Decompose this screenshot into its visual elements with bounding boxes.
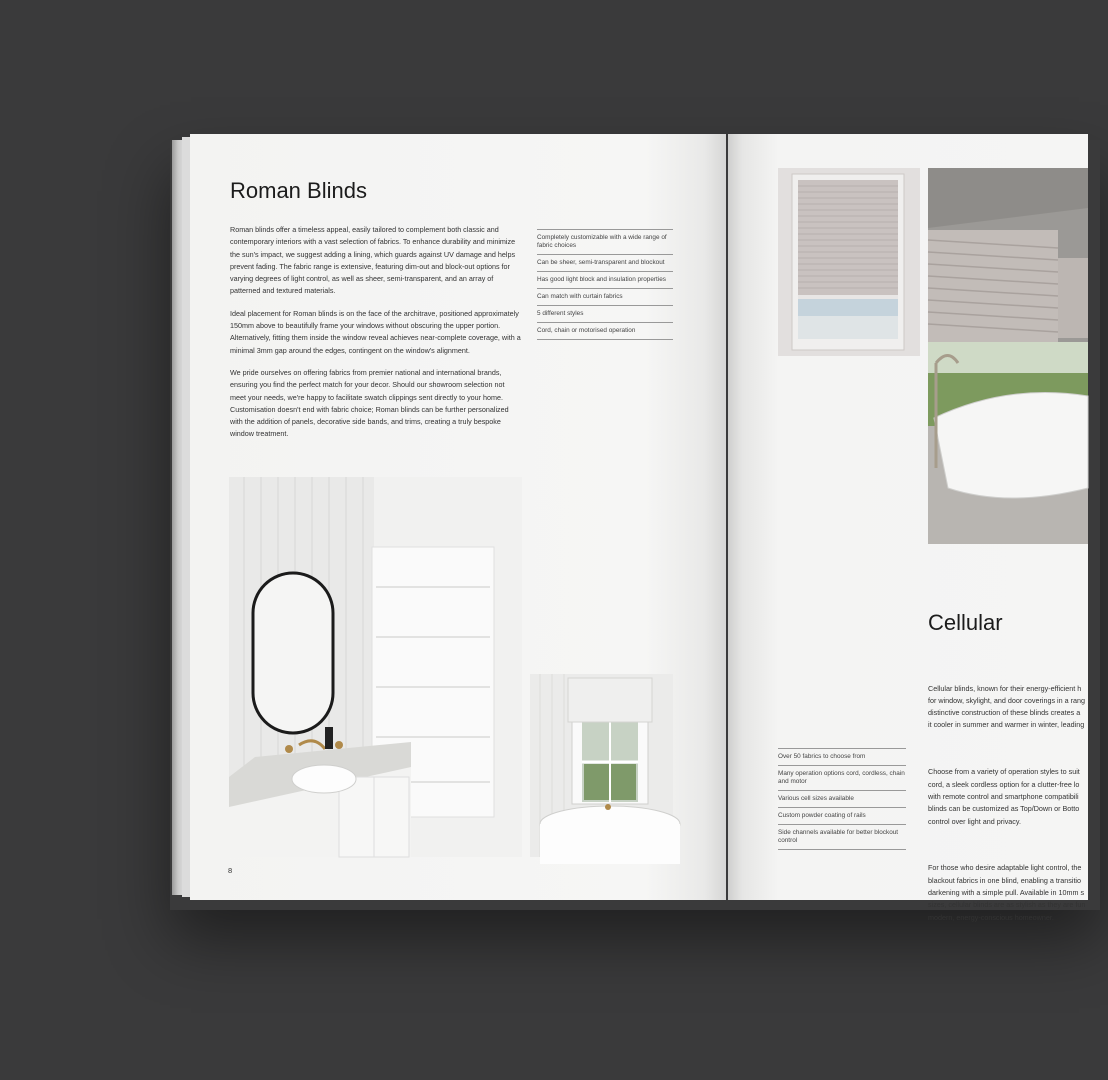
paragraph: Choose from a variety of operation styles to suit cord, a sleek cordless option for a clutter-free lo with remote control and smartphone compatibili blinds can be customized as Top/Down or Botto control over light and privacy. (928, 767, 1080, 826)
paragraph: For those who desire adaptable light control, the blackout fabrics in one blind, enabling a transitio darkening with a simple pull. Available in 10mm s sizes, cellular blinds are as stylish as they are fun modern, energy-conscious homeowner. (928, 863, 1086, 922)
feature-item: Many operation options cord, cordless, chain and motor (778, 765, 906, 790)
page-title: Roman Blinds (230, 178, 367, 203)
page-title: Cellular (928, 610, 1003, 635)
feature-list (778, 748, 906, 850)
feature-item: Can be sheer, semi-transparent and blockout (537, 254, 673, 271)
feature-item: Cord, chain or motorised operation (537, 322, 673, 340)
bathtub-window-photo (530, 674, 673, 857)
body-text (230, 224, 522, 451)
feature-item: Can match with curtain fabrics (537, 288, 673, 305)
feature-item: Custom powder coating of rails (778, 807, 906, 824)
left-page (190, 134, 726, 900)
feature-list (537, 229, 673, 340)
bath-cellular-blinds-photo (928, 168, 1088, 544)
body-text (928, 658, 1108, 959)
feature-item: Over 50 fabrics to choose from (778, 748, 906, 765)
feature-item: Side channels available for better blockout control (778, 824, 906, 850)
paragraph: Ideal placement for Roman blinds is on the face of the architrave, positioned approximately 150mm above to beautifully frame your windows without obscuring the upper portion. Alternatively, fitting them inside the window reveal achieves near-complete coverage, with a minimal 3mm gap around the edges, contingent on the window's alignment. (230, 308, 521, 355)
bathroom-vanity-photo (229, 477, 522, 857)
paragraph: Cellular blinds, known for their energy-efficient h for window, skylight, and door coverings in a rang distinctive construction of these blinds creates a it cooler in summer and warmer in winter, leading (928, 683, 1086, 730)
feature-item: Various cell sizes available (778, 790, 906, 807)
cellular-blind-window-photo (778, 168, 920, 356)
feature-item: Completely customizable with a wide range of fabric choices (537, 229, 673, 254)
feature-item: 5 different styles (537, 305, 673, 322)
feature-item: Has good light block and insulation properties (537, 271, 673, 288)
right-page (728, 134, 1088, 922)
paragraph: Roman blinds offer a timeless appeal, easily tailored to complement both classic and contemporary interiors with a vast selection of fabrics. To enhance durability and minimize the sun's impact, we suggest adding a lining, which guards against UV damage and helps prevent fading. The fabric range is extensive, featuring dim-out and block-out options for varying degrees of light control, as well as sheer, semi-transparent, and an array of patterned and textured materials. (230, 225, 516, 296)
paragraph: We pride ourselves on offering fabrics from premier national and international brands, ensuring you find the perfect match for your decor. Should our showroom selection not meet your needs, we're happy to facilitate swatch clippings sent directly to your home. Customisation doesn't end with fabric choice; Roman blinds can be further personalized with the addition of panels, decorative side bands, and trims, creating a truly bespoke window treatment. (230, 367, 509, 439)
page-number: 8 (228, 866, 233, 875)
